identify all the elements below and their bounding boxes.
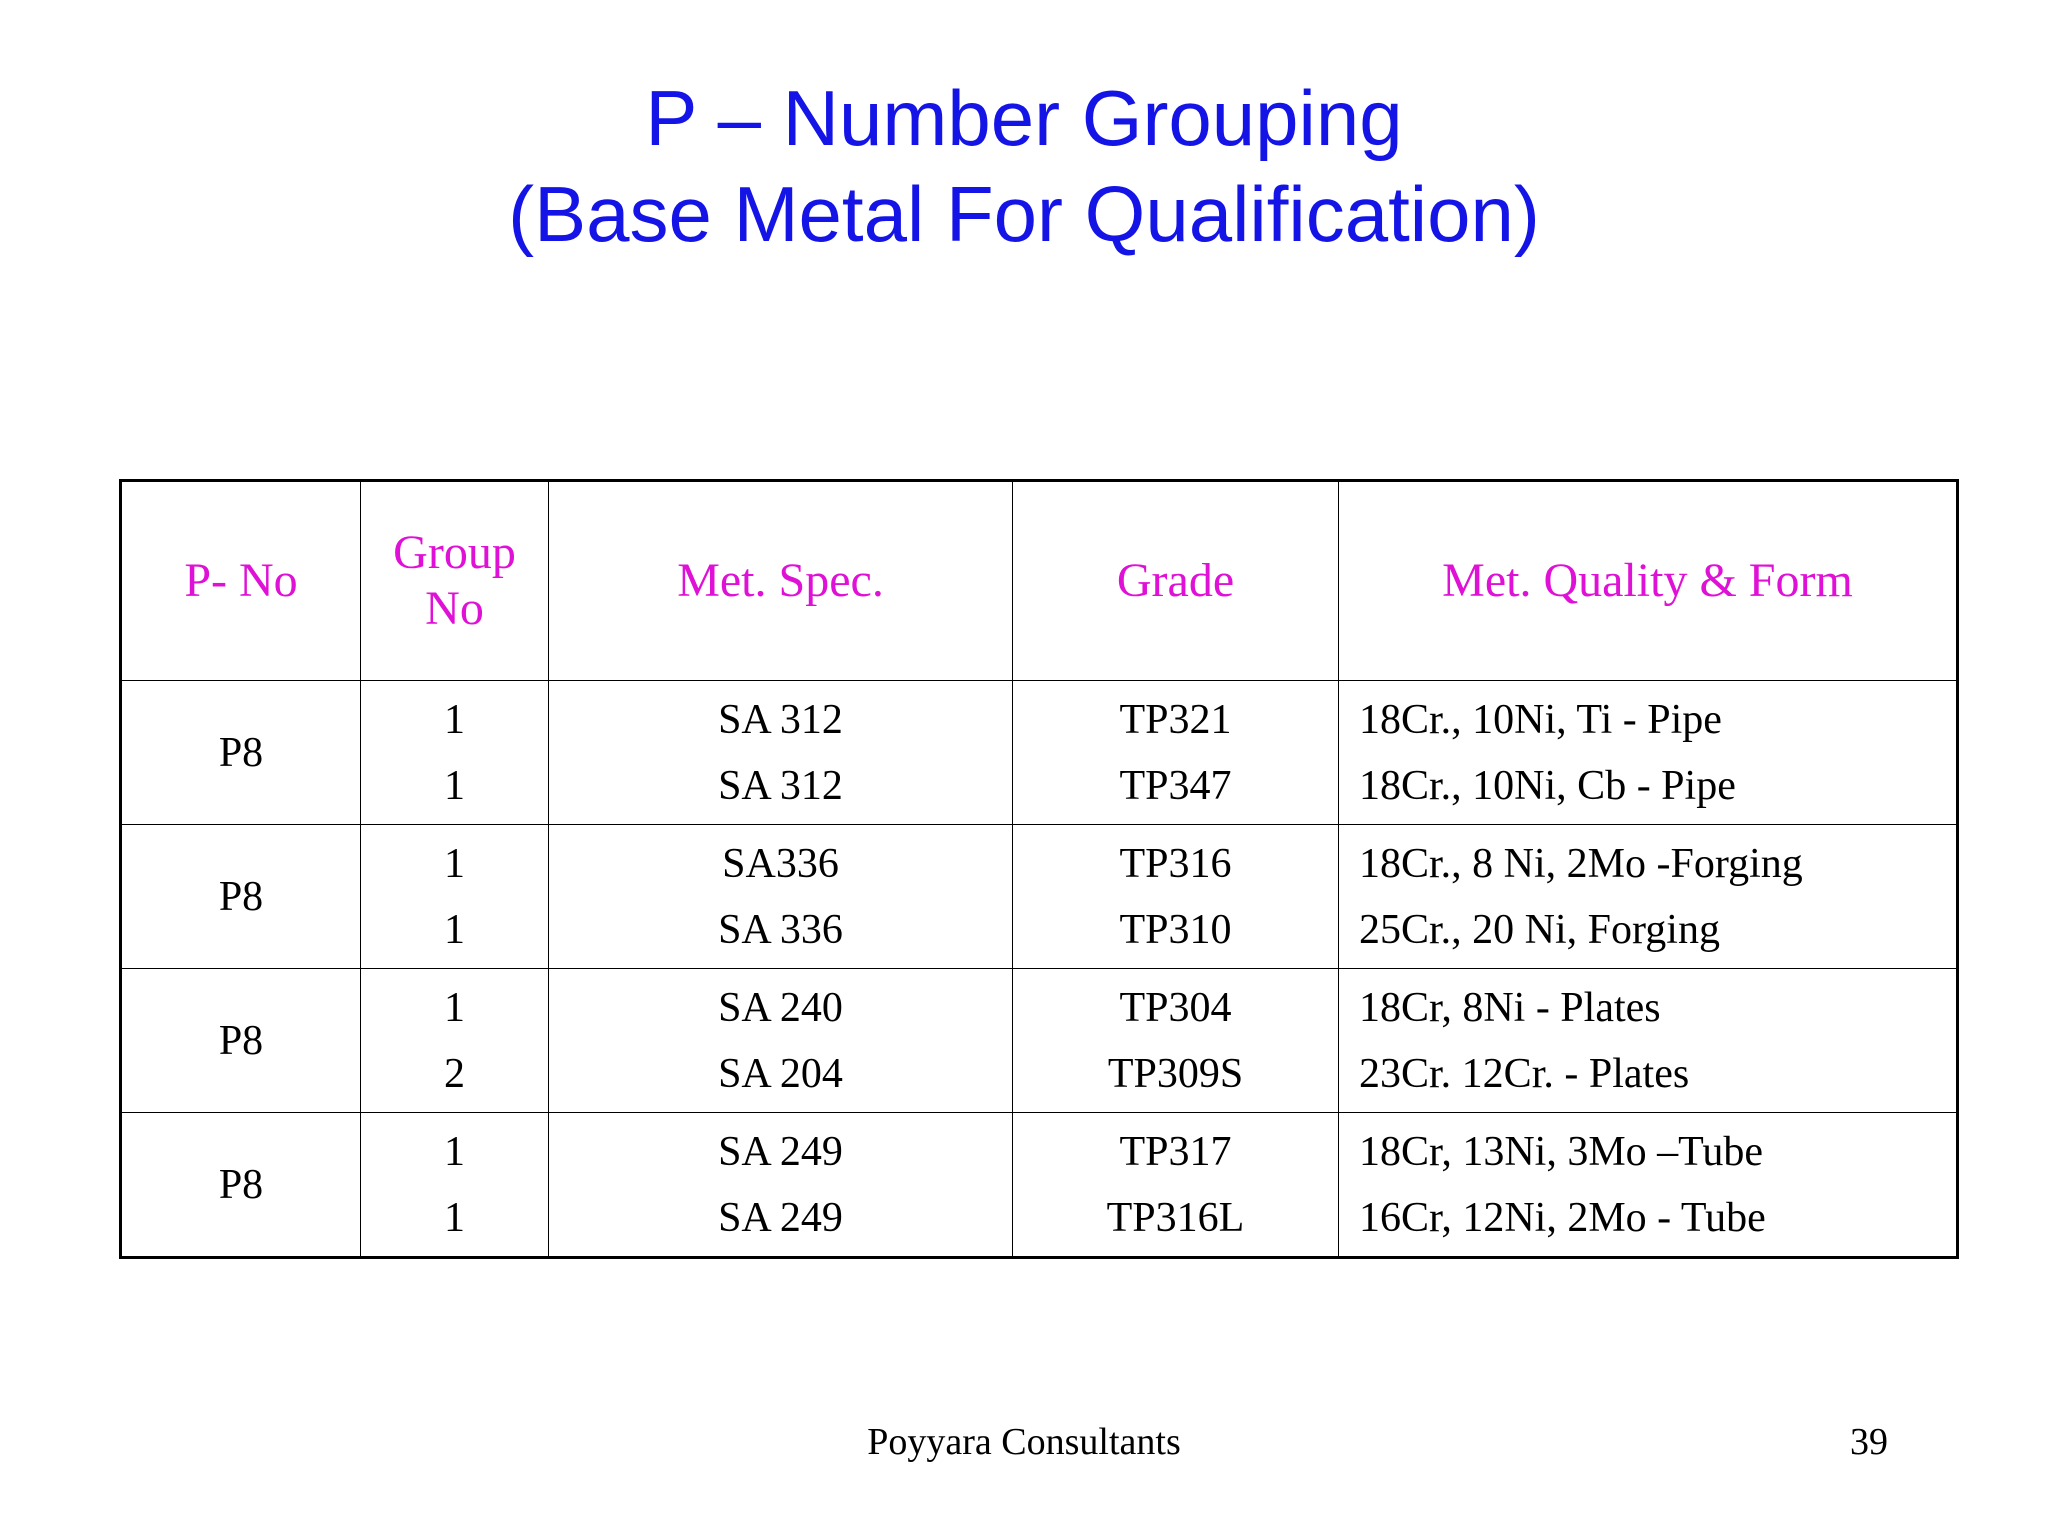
group-value: 1 xyxy=(444,906,465,953)
p-number-table xyxy=(119,479,1959,1259)
spec-value: SA 240 xyxy=(718,984,843,1031)
group-value: 1 xyxy=(444,696,465,743)
cell-spec xyxy=(549,825,1013,969)
header-group-no-line-2: No xyxy=(425,582,484,635)
cell-p-no: P8 xyxy=(121,681,361,825)
spec-value: SA336 xyxy=(722,840,839,887)
form-value: 18Cr., 10Ni, Ti - Pipe xyxy=(1359,696,1722,743)
grade-value: TP317 xyxy=(1119,1128,1232,1175)
grade-value: TP321 xyxy=(1119,696,1232,743)
grade-value: TP309S xyxy=(1107,1050,1244,1097)
spec-value: SA 249 xyxy=(718,1194,843,1241)
form-value: 18Cr, 13Ni, 3Mo –Tube xyxy=(1359,1128,1763,1175)
footer-organization: Poyyara Consultants xyxy=(867,1421,1181,1463)
header-group-no-line-1: Group xyxy=(393,526,516,579)
grade-value: TP316 xyxy=(1119,840,1232,887)
table-row xyxy=(121,1113,1958,1258)
header-p-no: P- No xyxy=(121,481,361,681)
cell-group xyxy=(361,1113,549,1258)
header-grade: Grade xyxy=(1013,481,1339,681)
page-number: 39 xyxy=(1850,1421,1888,1463)
form-value: 16Cr, 12Ni, 2Mo - Tube xyxy=(1359,1194,1766,1241)
cell-quality-form xyxy=(1339,969,1958,1113)
cell-p-no: P8 xyxy=(121,1113,361,1258)
cell-p-no: P8 xyxy=(121,969,361,1113)
grade-value: TP310 xyxy=(1119,906,1232,953)
title-line-1: P – Number Grouping xyxy=(645,74,1403,162)
spec-value: SA 312 xyxy=(718,696,843,743)
group-value: 1 xyxy=(444,1194,465,1241)
grade-value: TP304 xyxy=(1119,984,1232,1031)
cell-grade xyxy=(1013,681,1339,825)
form-value: 18Cr, 8Ni - Plates xyxy=(1359,984,1661,1031)
grade-value: TP347 xyxy=(1119,762,1232,809)
spec-value: SA 312 xyxy=(718,762,843,809)
form-value: 25Cr., 20 Ni, Forging xyxy=(1359,906,1720,953)
cell-grade xyxy=(1013,1113,1339,1258)
cell-spec xyxy=(549,1113,1013,1258)
form-value: 18Cr., 8 Ni, 2Mo -Forging xyxy=(1359,840,1803,887)
cell-grade xyxy=(1013,969,1339,1113)
group-value: 1 xyxy=(444,984,465,1031)
header-met-spec: Met. Spec. xyxy=(549,481,1013,681)
cell-quality-form xyxy=(1339,825,1958,969)
group-value: 1 xyxy=(444,762,465,809)
table-row xyxy=(121,969,1958,1113)
form-value: 18Cr., 10Ni, Cb - Pipe xyxy=(1359,762,1736,809)
table-row xyxy=(121,681,1958,825)
slide-title xyxy=(0,70,2048,262)
spec-value: SA 336 xyxy=(718,906,843,953)
grade-value: TP316L xyxy=(1106,1194,1245,1241)
header-quality-form: Met. Quality & Form xyxy=(1339,481,1958,681)
cell-quality-form xyxy=(1339,681,1958,825)
cell-grade xyxy=(1013,825,1339,969)
cell-group xyxy=(361,969,549,1113)
header-group-no xyxy=(361,481,549,681)
group-value: 1 xyxy=(444,840,465,887)
cell-p-no: P8 xyxy=(121,825,361,969)
cell-group xyxy=(361,681,549,825)
cell-quality-form xyxy=(1339,1113,1958,1258)
group-value: 2 xyxy=(444,1050,465,1097)
cell-spec xyxy=(549,681,1013,825)
spec-value: SA 204 xyxy=(718,1050,843,1097)
title-line-2: (Base Metal For Qualification) xyxy=(508,170,1540,258)
group-value: 1 xyxy=(444,1128,465,1175)
table-row xyxy=(121,825,1958,969)
cell-spec xyxy=(549,969,1013,1113)
table-header-row xyxy=(121,481,1958,681)
form-value: 23Cr. 12Cr. - Plates xyxy=(1359,1050,1690,1097)
cell-group xyxy=(361,825,549,969)
spec-value: SA 249 xyxy=(718,1128,843,1175)
